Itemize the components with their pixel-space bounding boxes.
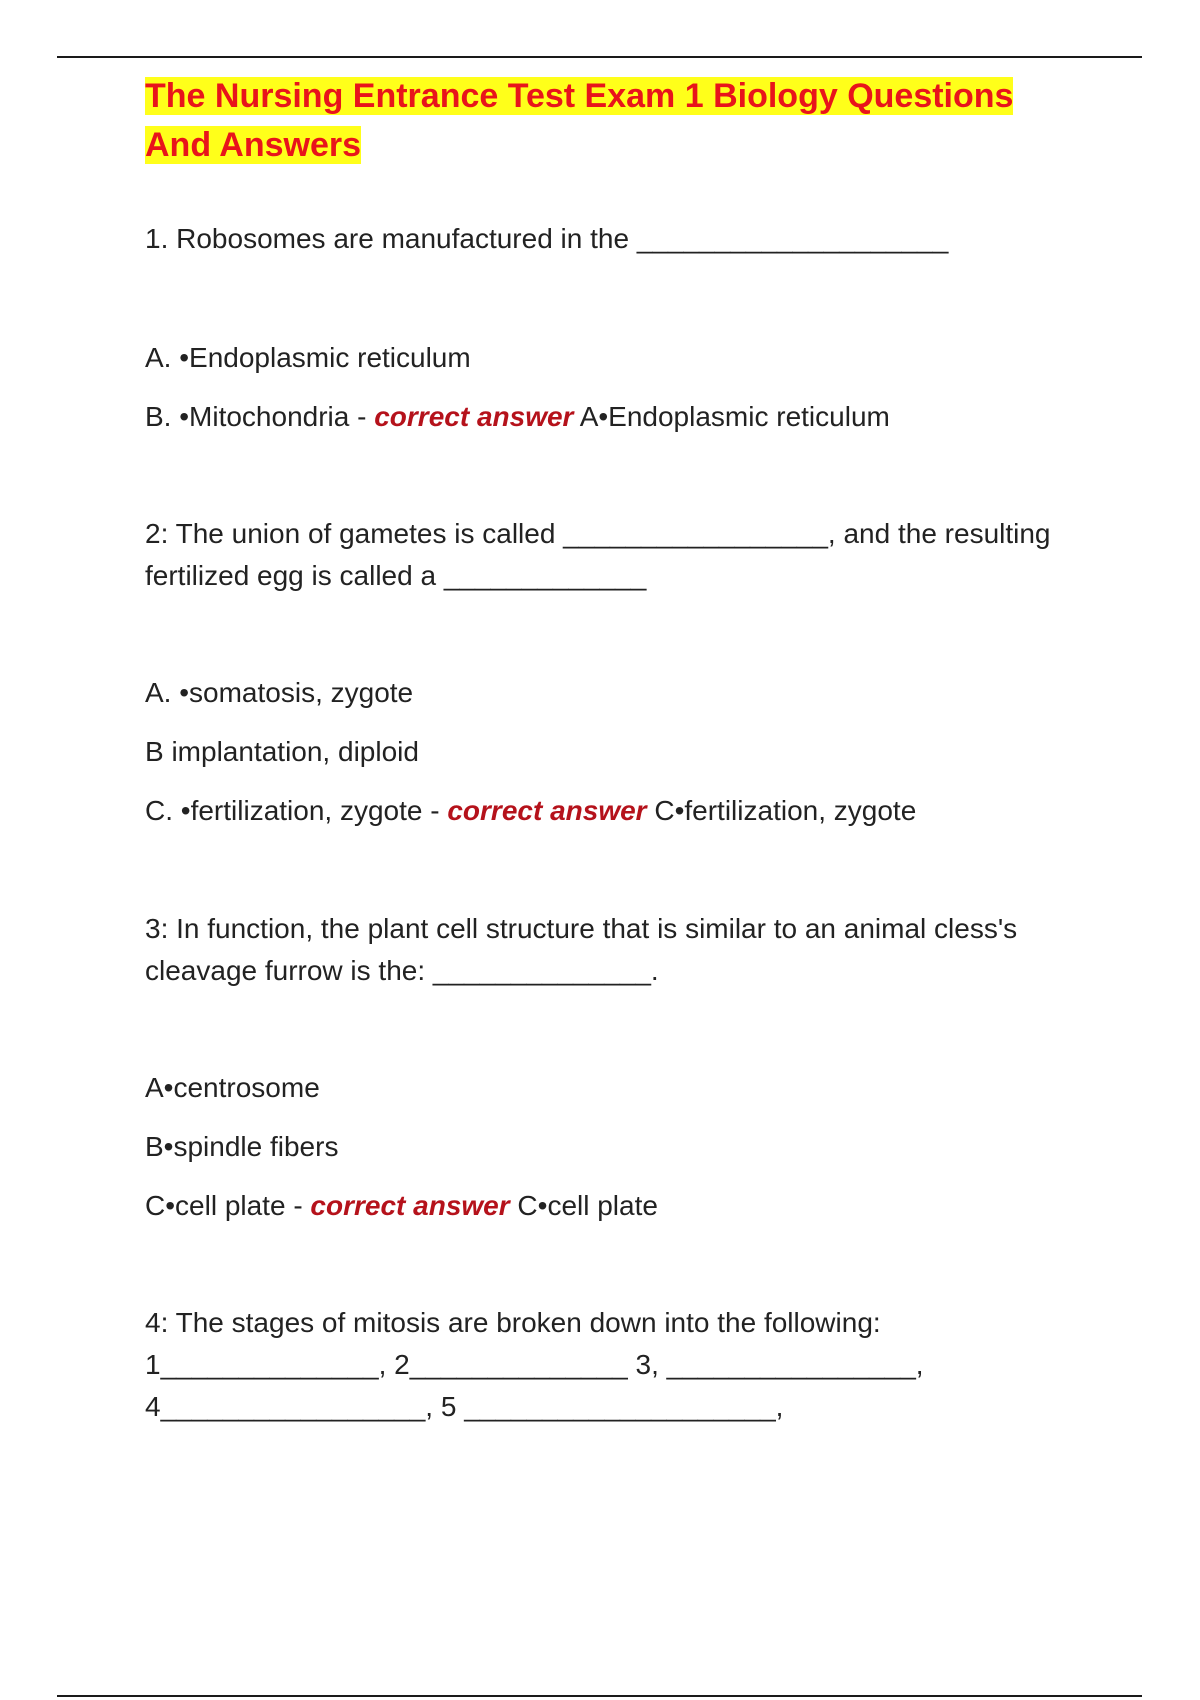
top-rule (57, 56, 1142, 58)
question-2-option-c (145, 790, 1085, 832)
correct-answer-label: correct answer (310, 1190, 510, 1221)
document-title (145, 72, 1085, 170)
answer-text: C•fertilization, zygote (654, 795, 917, 826)
correct-answer-label: correct answer (374, 401, 574, 432)
option-text: A. •Endoplasmic reticulum (145, 342, 471, 373)
question-2: 2: The union of gametes is called _________________, and the resulting fertilized egg is called a _____________ (145, 518, 1051, 591)
answer-text: A•Endoplasmic reticulum (579, 401, 890, 432)
question-2-option-b (145, 731, 1085, 773)
question-4-blanks-line-2: 4_________________, 5 ____________________, (145, 1391, 784, 1422)
option-text: C. •fertilization, zygote - (145, 795, 448, 826)
option-text: B•spindle fibers (145, 1131, 339, 1162)
question-3-option-b (145, 1126, 1085, 1168)
option-text: C•cell plate - (145, 1190, 311, 1221)
question-1-option-a (145, 337, 1085, 379)
question-3-option-a (145, 1067, 1085, 1109)
option-text: B. •Mitochondria - (145, 401, 375, 432)
document-title-text: The Nursing Entrance Test Exam 1 Biology Questions And Answers (145, 77, 1014, 164)
option-text: A. •somatosis, zygote (145, 677, 414, 708)
answer-text: C•cell plate (517, 1190, 658, 1221)
option-text: A•centrosome (145, 1072, 320, 1103)
question-4: 4: The stages of mitosis are broken down into the following: (145, 1307, 881, 1338)
correct-answer-label: correct answer (447, 795, 647, 826)
document-body (145, 72, 1085, 1428)
question-3-option-c (145, 1185, 1085, 1227)
question-2-option-a (145, 672, 1085, 714)
question-4-blanks-line-1: 1______________, 2______________ 3, ________________, (145, 1349, 924, 1380)
option-text: B implantation, diploid (145, 736, 419, 767)
bottom-rule (57, 1695, 1142, 1697)
question-1-option-b (145, 396, 1085, 438)
question-3: 3: In function, the plant cell structure that is similar to an animal cless's cleavage furrow is the: ______________. (145, 913, 1018, 986)
question-1: 1. Robosomes are manufactured in the ____________________ (145, 223, 949, 254)
